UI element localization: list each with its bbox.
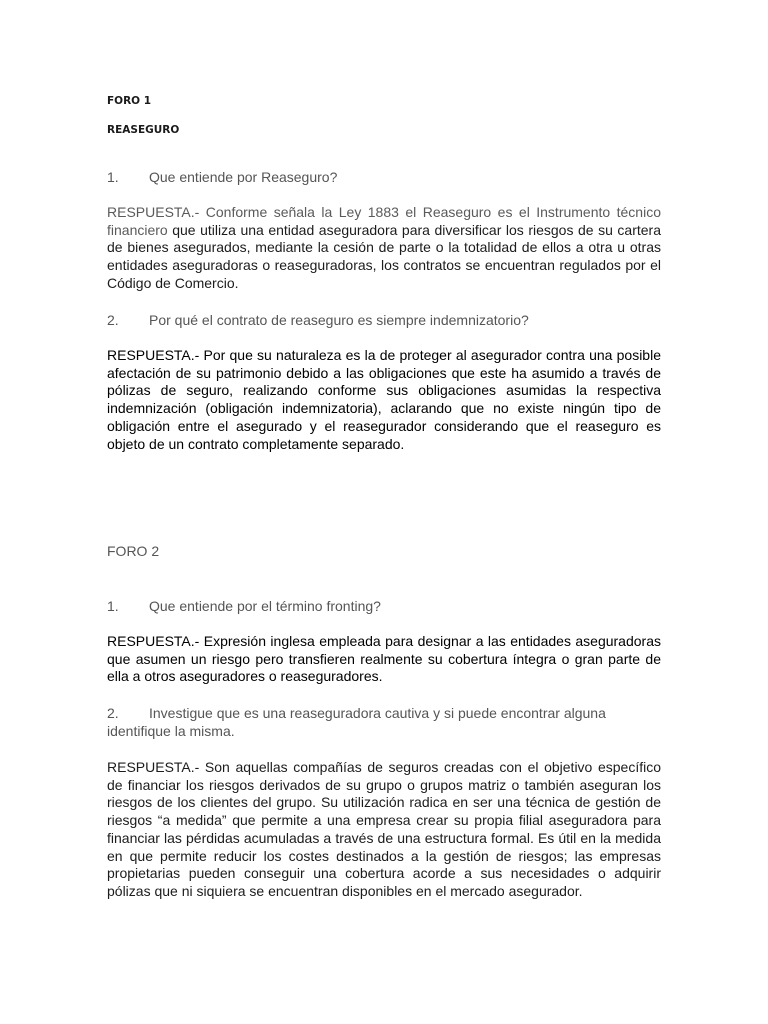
question-text: Por qué el contrato de reaseguro es siempre indemnizatorio? <box>149 312 529 328</box>
question-number: 1. <box>107 169 119 185</box>
foro2-question-2 <box>107 705 661 740</box>
foro1-title: FORO 1 <box>107 95 152 107</box>
answer-body: que utiliza una entidad aseguradora para diversificar los riesgos de su cartera de bienes asegurados, mediante la cesión de parte o la totalidad de ellos a otra u otras entidades aseguradoras o reaseguradoras, los contratos se encuentran regulados por el Código de Comercio. <box>107 221 661 291</box>
foro2-question-1 <box>107 597 381 615</box>
question-number: 2. <box>107 705 119 721</box>
foro2-answer-1: RESPUESTA.- Expresión inglesa empleada para designar a las entidades aseguradoras que asumen un riesgo pero transfieren realmente su cobertura íntegra o gran parte de ella a otros aseguradores o reaseguradores. <box>107 633 661 685</box>
answer-body: Son aquellas compañías de seguros creadas con el objetivo específico de financiar los riesgos derivados de su grupo o grupos matriz o también aseguran los riesgos de los clientes del grupo. Su utilización radica en ser una técnica de gestión de riesgos “a medida” que permite a una empresa crear su propia filial aseguradora para financiar las pérdidas acumuladas a través de una estructura formal. Es útil en la medida en que permite reducir los costes destinados a la gestión de riesgos; las empresas propietarias pueden conseguir una cobertura acorde a sus necesidades o adquirir pólizas que ni siquiera se encuentran disponibles en el mercado asegurador. <box>107 759 661 899</box>
question-text: Que entiende por el término fronting? <box>149 598 381 614</box>
question-number: 2. <box>107 312 119 328</box>
foro2-title: FORO 2 <box>107 543 160 559</box>
question-number: 1. <box>107 598 119 614</box>
answer-prefix: RESPUESTA.- Conforme señala la Ley 1883 el Reaseguro es el Instrumento técnico financiero <box>107 204 661 238</box>
foro2-answer-2 <box>107 759 661 901</box>
foro1-subtitle: REASEGURO <box>107 124 180 136</box>
foro1-question-1 <box>107 168 337 186</box>
question-text: Investigue que es una reaseguradora cautiva y si puede encontrar alguna identifique la misma. <box>107 705 606 739</box>
answer-prefix: RESPUESTA.- <box>107 759 200 775</box>
foro1-question-2 <box>107 311 529 329</box>
foro1-answer-2: RESPUESTA.- Por que su naturaleza es la de proteger al asegurador contra una posible afectación de su patrimonio debido a las obligaciones que este ha asumido a través de pólizas de seguro, realizando conforme sus obligaciones asumidas la respectiva indemnización (obligación indemnizatoria), aclarando que no existe ningún tipo de obligación entre el asegurado y el reasegurador considerando que el reaseguro es objeto de un contrato completamente separado. <box>107 347 661 452</box>
question-text: Que entiende por Reaseguro? <box>149 169 338 185</box>
foro1-answer-1 <box>107 204 661 293</box>
